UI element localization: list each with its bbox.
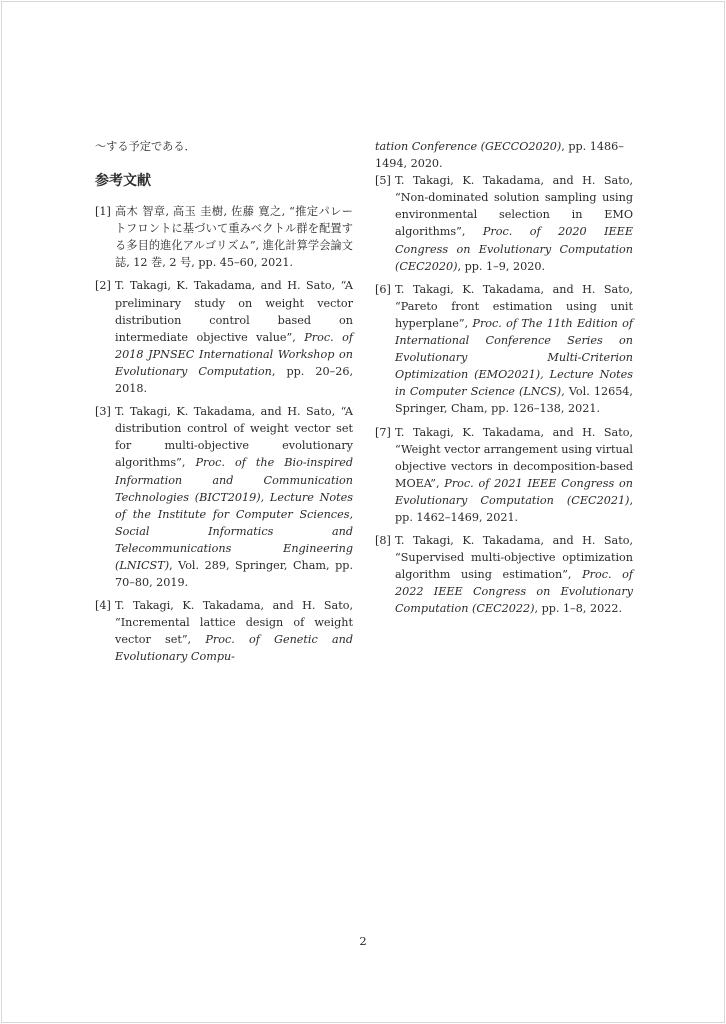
- reference-venue: tation Conference (GECCO2020): [375, 140, 562, 153]
- reference-item: [375, 532, 633, 617]
- reference-list-left: [95, 203, 353, 665]
- reference-item: [375, 172, 633, 275]
- reference-item: [95, 277, 353, 397]
- reference-text: 高木 智章, 高玉 圭樹, 佐藤 寛之, “推定パレートフロントに基づいて重みベクトル群を配置する多目的進化アルゴリズム”, 進化計算学会論文誌, 12 巻, 2 号, pp. 45–60, 2021.: [115, 205, 353, 270]
- reference-list-right: [375, 172, 633, 617]
- reference-text: T. Takagi, K. Takadama, and H. Sato, “Non-dominated solution sampling using environmental selection in EMO algorithms”,: [395, 174, 633, 239]
- reference-continuation: [375, 138, 633, 172]
- page-number: 2: [359, 934, 367, 948]
- references-heading: 参考文献: [95, 173, 151, 190]
- reference-number: [4]: [95, 599, 111, 613]
- reference-text: T. Takagi, K. Takadama, and H. Sato, “Pareto front estimation using unit hyperplane”,: [395, 282, 633, 330]
- reference-number: [7]: [375, 425, 391, 439]
- left-column: [95, 138, 353, 672]
- reference-number: [1]: [95, 205, 111, 219]
- reference-venue: Proc. of Genetic and Evolutionary Compu-: [115, 633, 353, 664]
- reference-number: [3]: [95, 405, 111, 419]
- reference-text: T. Takagi, K. Takadama, and H. Sato, “Weight vector arrangement using virtual objective vectors in decomposition-based MOEA”,: [395, 425, 633, 490]
- reference-text: , pp. 1462–1469, 2021.: [395, 493, 633, 524]
- reference-text: , pp. 1486–1494, 2020.: [375, 140, 624, 171]
- reference-text: T. Takagi, K. Takadama, and H. Sato, “A distribution control of weight vector set for multi-objective evolutionary algorithms”,: [115, 405, 353, 470]
- reference-text: , pp. 20–26, 2018.: [115, 364, 353, 396]
- right-column: [375, 138, 633, 624]
- reference-venue: Proc. of 2022 IEEE Congress on Evolutionary Computation (CEC2022): [395, 568, 633, 616]
- reference-text: T. Takagi, K. Takadama, and H. Sato, “Incremental lattice design of weight vector set”,: [115, 599, 353, 647]
- reference-venue: Proc. of 2021 IEEE Congress on Evolutionary Computation (CEC2021): [395, 476, 633, 507]
- reference-item: [375, 424, 633, 527]
- reference-venue: Proc. of The 11th Edition of International Conference Series on Evolutionary Multi-Criterion Optimization (EMO2021), Lecture Notes in Computer Science (LNCS): [395, 316, 633, 399]
- reference-text: T. Takagi, K. Takadama, and H. Sato, “Supervised multi-objective optimization algorithm using estimation”,: [395, 534, 633, 582]
- reference-item: [95, 403, 353, 591]
- reference-text: , pp. 1–9, 2020.: [457, 259, 546, 273]
- intro-text: 〜する予定である．: [95, 140, 196, 153]
- reference-number: [8]: [375, 534, 391, 548]
- reference-venue: Proc. of 2018 JPNSEC International Workshop on Evolutionary Computation: [115, 330, 353, 378]
- reference-item: [375, 281, 633, 418]
- reference-number: [5]: [375, 174, 391, 188]
- reference-text: , Vol. 289, Springer, Cham, pp. 70–80, 2019.: [115, 558, 353, 590]
- reference-item: [95, 203, 353, 271]
- reference-text: , Vol. 12654, Springer, Cham, pp. 126–138, 2021.: [395, 385, 633, 416]
- reference-venue: Proc. of the Bio-inspired Information and Communication Technologies (BICT2019), Lecture Notes of the Institute for Computer Sciences, Social Informatics and Telecommunications Engineering (LNICST): [115, 456, 353, 572]
- reference-text: T. Takagi, K. Takadama, and H. Sato, “A preliminary study on weight vector distribution control based on intermediate objective value”,: [115, 279, 353, 344]
- reference-venue: Proc. of 2020 IEEE Congress on Evolutionary Computation (CEC2020): [395, 225, 633, 273]
- reference-text: , pp. 1–8, 2022.: [534, 602, 623, 616]
- reference-number: [2]: [95, 279, 111, 293]
- reference-item: [95, 597, 353, 665]
- reference-number: [6]: [375, 282, 391, 296]
